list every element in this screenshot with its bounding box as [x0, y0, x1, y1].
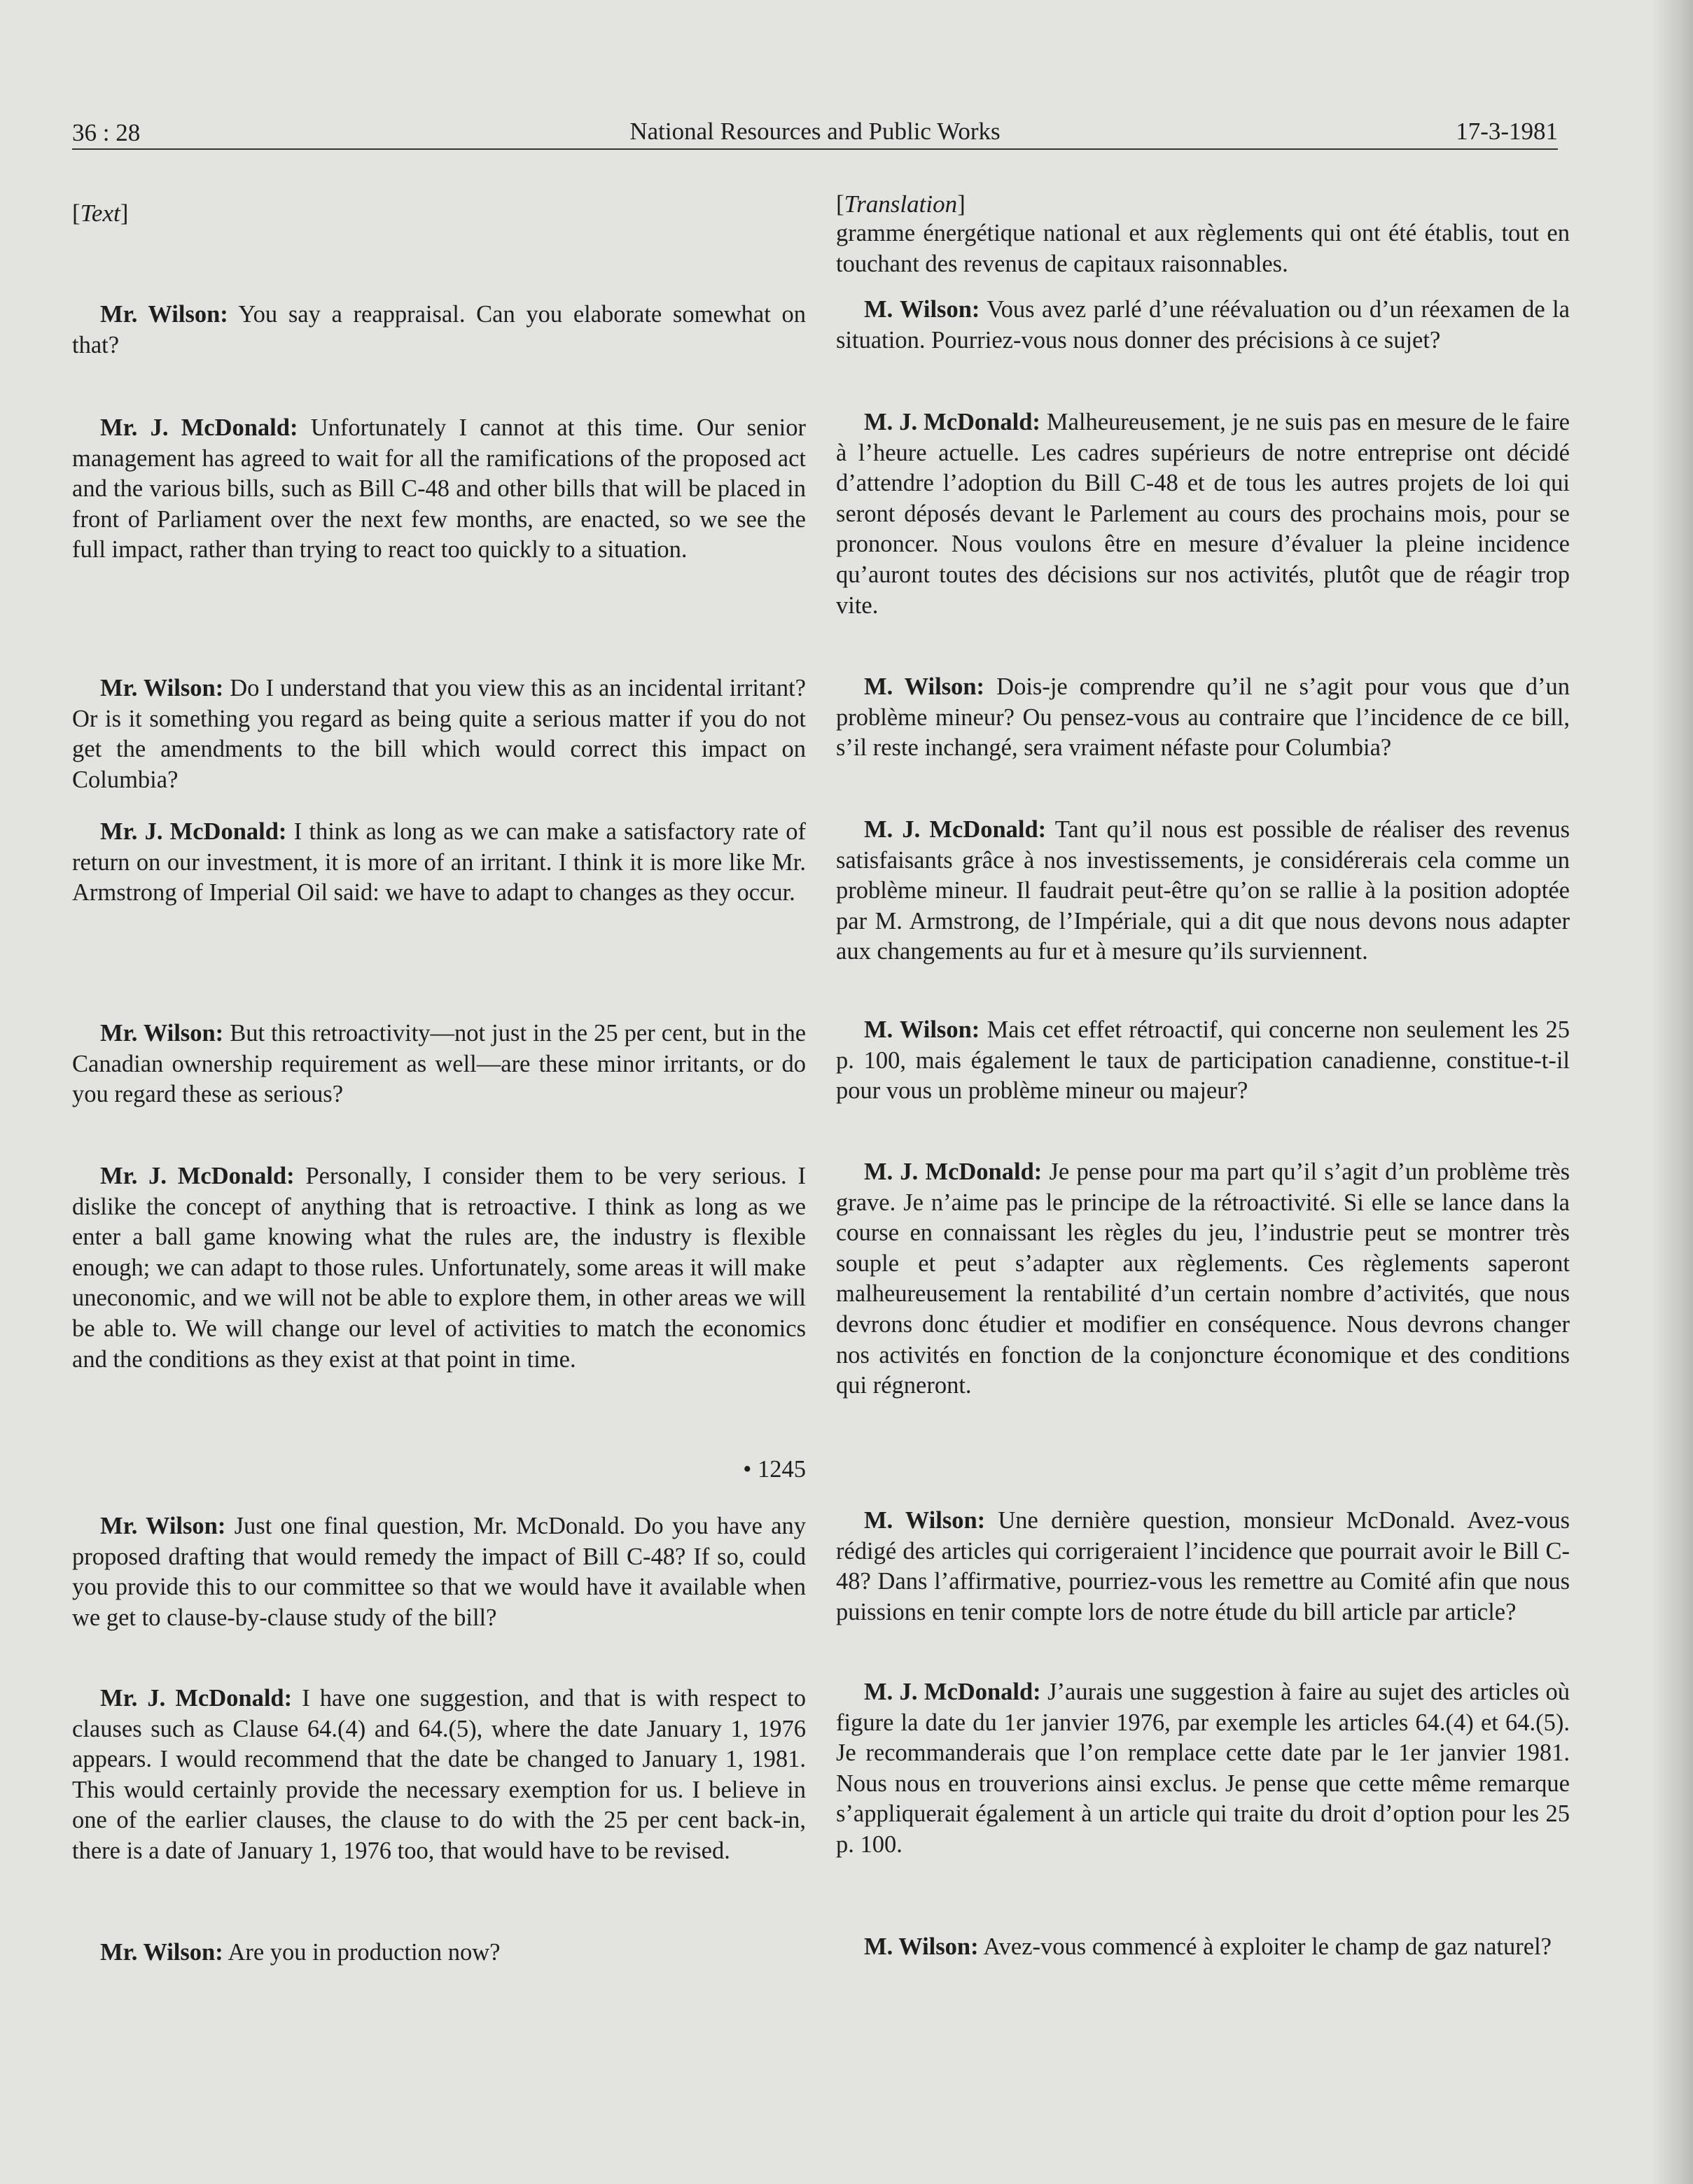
speech-text: Tant qu’il nous est possible de réaliser des revenus satisfaisants grâce à nos investissements, je considérerais cela comme un problème mineur. Il faudrait peut-être qu’on se rallie à la position adoptée par M. Armstrong, de l’Impériale, qui a dit que nous devons nous adapter aux changements au fur et à mesure qu’ils surviennent. — [836, 816, 1570, 965]
speech-entry — [836, 295, 1570, 356]
speaker-name: M. Wilson: — [864, 673, 985, 700]
speaker-name: M. Wilson: — [864, 1933, 979, 1960]
speaker-name: M. Wilson: — [864, 1016, 980, 1043]
speech-text: Personally, I consider them to be very serious. I dislike the concept of anything that is retroactive. I think as long as we enter a ball game knowing what the rules are, the industry is flexible enough; we can adapt to those rules. Unfortunately, some areas it will make uneconomic, and we will not be able to explore them, in other areas we will be able to. We will change our level of activities to match the economics and the conditions as they exist at that point in time. — [72, 1163, 806, 1373]
speech-text: Just one final question, Mr. McDonald. Do you have any proposed drafting that would remedy the impact of Bill C-48? If so, could you provide this to our committee so that we would have it available when we get to clause-by-clause study of the bill? — [72, 1513, 807, 1631]
speech-entry — [72, 1684, 806, 1867]
speaker-name: Mr. J. McDonald: — [100, 1163, 295, 1189]
speech-text: I think as long as we can make a satisfactory rate of return on our investment, it is more of an irritant. I think it is more like Mr. Armstrong of Imperial Oil said: we have to adapt to changes as they occur. — [72, 818, 807, 906]
speaker-name: M. Wilson: — [864, 296, 980, 323]
speaker-name: Mr. Wilson: — [100, 1020, 224, 1046]
speech-text: Mais cet effet rétroactif, qui concerne non seulement les 25 p. 100, mais également le taux de participation canadienne, constitue-t-il pour vous un problème mineur ou majeur? — [836, 1016, 1570, 1105]
speech-entry — [836, 1932, 1570, 1963]
speaker-name: Mr. J. McDonald: — [100, 414, 298, 441]
speech-entry — [72, 817, 806, 909]
speech-entry — [72, 1511, 806, 1633]
speech-text: Dois-je comprendre qu’il ne s’agit pour vous que d’un problème mineur? Ou pensez-vous au contraire que l’incidence de ce bill, s’il reste inchangé, sera vraiment néfaste pour Columbia? — [836, 673, 1570, 762]
speech-text: Unfortunately I cannot at this time. Our senior management has agreed to wait for all the ramifications of the proposed act and the various bills, such as Bill C-48 and other bills that will be placed in front of Parliament over the next few months, are enacted, so we see the full impact, rather than trying to react too quickly to a situation. — [72, 414, 806, 564]
speech-text: I have one suggestion, and that is with respect to clauses such as Clause 64.(4) and 64.(5), where the date January 1, 1976 appears. I would recommend that the date be changed to January 1, 1981. This would certainly provide the necessary exemption for us. I believe in one of the earlier clauses, the clause to do with the 25 per cent back-in, there is a date of January 1, 1976 too, that would have to be revised. — [72, 1685, 807, 1864]
speech-entry — [72, 300, 806, 360]
speech-text: Avez-vous commencé à exploiter le champ de gaz naturel? — [983, 1933, 1552, 1960]
speech-text: Vous avez parlé d’une réévaluation ou d’un réexamen de la situation. Pourriez-vous nous donner des précisions à ce sujet? — [836, 296, 1570, 354]
speech-entry — [836, 815, 1570, 967]
time-marker: • 1245 — [743, 1456, 806, 1483]
speaker-name: M. Wilson: — [864, 1507, 986, 1534]
speech-text: J’aurais une suggestion à faire au sujet des articles où figure la date du 1er janvier 1976, par exemple les articles 64.(4) et 64.(5). Je recommanderais que l’on remplace cette date par le 1er janvier 1981. Nous nous en trouverions ainsi exclus. Je pense que cette même remarque s’appliquerait également à un article qui traite du droit d’option pour les 25 p. 100. — [836, 1679, 1570, 1858]
speaker-name: Mr. Wilson: — [100, 675, 224, 701]
speech-entry — [836, 672, 1570, 764]
speaker-name: Mr. Wilson: — [100, 1513, 226, 1539]
speech-entry — [836, 1506, 1570, 1628]
speech-text: Je pense pour ma part qu’il s’agit d’un problème très grave. Je n’aime pas le principe de la rétroactivité. Si elle se lance dans la course en connaissant les règles du jeu, l’industrie peut se montrer très souple et peut s’adapter aux règlements. Ces règlements saperont malheureusement la rentabilité d’un certain nombre d’activités, que nous devrons donc étudier et modifier en conséquence. Nous devrons changer nos activités en fonction de la conjoncture économique et des conditions qui régneront. — [836, 1158, 1570, 1399]
speech-entry — [72, 1161, 806, 1375]
page-edge-shadow — [1651, 0, 1693, 2184]
speaker-name: Mr. Wilson: — [100, 1939, 223, 1966]
speaker-name: Mr. J. McDonald: — [100, 818, 287, 845]
page-header — [72, 113, 1558, 150]
page-number: 36 : 28 — [72, 119, 141, 146]
speaker-name: Mr. Wilson: — [100, 301, 228, 328]
speech-entry — [836, 1677, 1570, 1861]
speaker-name: M. J. McDonald: — [864, 409, 1040, 435]
speaker-name: M. J. McDonald: — [864, 1679, 1041, 1705]
speech-text: You say a reappraisal. Can you elaborate somewhat on that? — [72, 301, 806, 358]
speaker-name: Mr. J. McDonald: — [100, 1685, 293, 1712]
speech-text: Malheureusement, je ne suis pas en mesure de le faire à l’heure actuelle. Les cadres supérieurs de notre entreprise ont décidé d’attendre l’adoption du Bill C-48 et de tous les autres projets de loi qui seront déposés devant le Parlement au cours des prochains mois, pour se prononcer. Nous voulons être en mesure d’évaluer la pleine incidence qu’auront toutes des décisions sur nos activités, plutôt que de réagir trop vite. — [836, 409, 1570, 619]
running-title: National Resources and Public Works — [629, 118, 1001, 145]
speech-entry — [72, 673, 806, 795]
speech-entry — [72, 413, 806, 566]
language-label-english: [Text] — [72, 200, 129, 227]
speech-entry — [836, 407, 1570, 621]
speech-text: Do I understand that you view this as an incidental irritant? Or is it something you regard as being quite a serious matter if you do not get the amendments to the bill which would correct this impact on Columbia? — [72, 675, 806, 793]
speech-text: But this retroactivity—not just in the 25 per cent, but in the Canadian ownership requirement as well—are these minor irritants, or do you regard these as serious? — [72, 1020, 807, 1108]
speech-entry — [72, 1018, 806, 1110]
speech-text: Are you in production now? — [228, 1939, 501, 1966]
language-label-french: [Translation] — [836, 190, 966, 218]
continued-paragraph: gramme énergétique national et aux règlements qui ont été établis, tout en touchant des revenus de capitaux raisonnables. — [836, 220, 1570, 277]
speech-entry — [72, 1938, 806, 1968]
speaker-name: M. J. McDonald: — [864, 1158, 1043, 1185]
speech-text: Une dernière question, monsieur McDonald. Avez-vous rédigé des articles qui corrigeraient l’incidence que pourrait avoir le Bill C-48? Dans l’affirmative, pourriez-vous les remettre au Comité afin que nous puissions en tenir compte lors de notre étude du bill article par article? — [836, 1507, 1570, 1625]
speech-entry — [836, 1157, 1570, 1401]
speaker-name: M. J. McDonald: — [864, 816, 1047, 843]
header-date: 17-3-1981 — [1456, 118, 1558, 145]
speech-entry — [836, 1015, 1570, 1107]
